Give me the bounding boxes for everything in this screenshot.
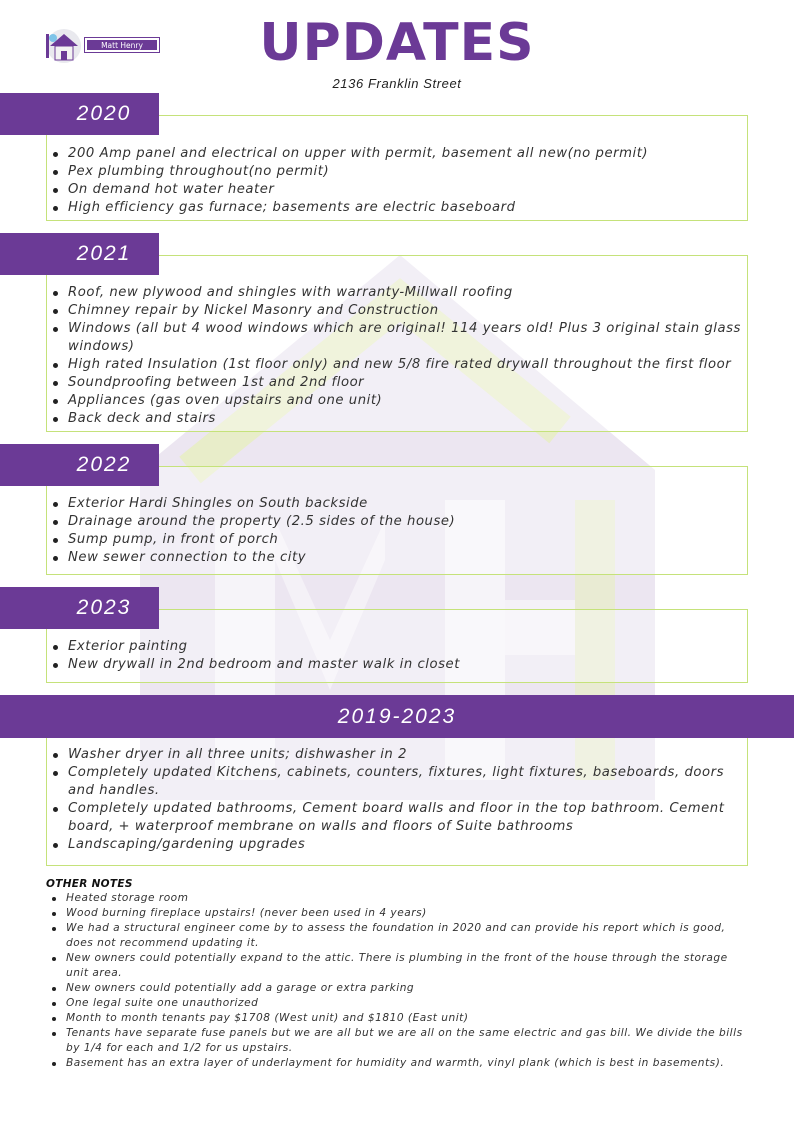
list-item: Washer dryer in all three units; dishwasher in 2 bbox=[68, 746, 747, 764]
list-item: Appliances (gas oven upstairs and one unit) bbox=[68, 392, 747, 410]
list-item: New sewer connection to the city bbox=[68, 549, 747, 567]
section-2021 bbox=[0, 233, 794, 433]
list-item: One legal suite one unauthorized bbox=[66, 996, 746, 1011]
year-heading bbox=[0, 233, 159, 275]
list-item: Tenants have separate fuse panels but we are all but we are all on the same electric and gas bill. We divide the bills by 1/4 for each and 1/2 for us upstairs. bbox=[66, 1026, 746, 1056]
year-heading bbox=[0, 444, 159, 486]
list-item: Exterior Hardi Shingles on South backside bbox=[68, 495, 747, 513]
section-2022 bbox=[0, 444, 794, 576]
update-list bbox=[47, 284, 747, 428]
list-item: Roof, new plywood and shingles with warranty-Millwall roofing bbox=[68, 284, 747, 302]
list-item: Exterior painting bbox=[68, 638, 747, 656]
list-item: Month to month tenants pay $1708 (West unit) and $1810 (East unit) bbox=[66, 1011, 746, 1026]
list-item: Landscaping/gardening upgrades bbox=[68, 836, 747, 854]
page-title: UPDATES bbox=[259, 13, 535, 73]
list-item: New owners could potentially add a garage or extra parking bbox=[66, 981, 746, 996]
list-item: Completely updated bathrooms, Cement board walls and floor in the top bathroom. Cement board, + waterproof membrane on walls and floors of Suite bathrooms bbox=[68, 800, 747, 836]
list-item: High efficiency gas furnace; basements are electric baseboard bbox=[68, 199, 747, 217]
notes-list bbox=[46, 891, 746, 1071]
list-item: Chimney repair by Nickel Masonry and Construction bbox=[68, 302, 747, 320]
update-list bbox=[47, 495, 747, 567]
list-item: We had a structural engineer come by to assess the foundation in 2020 and can provide his report which is good, does not recommend updating it. bbox=[66, 921, 746, 951]
year-label: 2021 bbox=[76, 242, 132, 265]
list-item: Sump pump, in front of porch bbox=[68, 531, 747, 549]
year-heading bbox=[0, 587, 159, 629]
list-item: Pex plumbing throughout(no permit) bbox=[68, 163, 747, 181]
year-label: 2022 bbox=[76, 453, 132, 476]
list-item: 200 Amp panel and electrical on upper with permit, basement all new(no permit) bbox=[68, 145, 747, 163]
section-2023 bbox=[0, 587, 794, 685]
list-item: Back deck and stairs bbox=[68, 410, 747, 428]
section-box bbox=[46, 255, 748, 432]
other-notes-title: OTHER NOTES bbox=[46, 878, 133, 890]
list-item: High rated Insulation (1st floor only) and new 5/8 fire rated drywall throughout the first floor bbox=[68, 356, 747, 374]
logo-text: Matt Henry bbox=[87, 40, 157, 50]
section-2019-2023 bbox=[0, 695, 794, 868]
list-item: Heated storage room bbox=[66, 891, 746, 906]
other-notes bbox=[46, 878, 746, 1071]
list-item: Wood burning fireplace upstairs! (never been used in 4 years) bbox=[66, 906, 746, 921]
list-item: Basement has an extra layer of underlayment for humidity and warmth, vinyl plank (which is best in basements). bbox=[66, 1056, 746, 1071]
list-item: New owners could potentially expand to the attic. There is plumbing in the front of the house through the storage unit area. bbox=[66, 951, 746, 981]
list-item: Windows (all but 4 wood windows which are original! 114 years old! Plus 3 original stain glass windows) bbox=[68, 320, 747, 356]
year-label: 2020 bbox=[76, 102, 132, 125]
update-list bbox=[47, 638, 747, 674]
section-2020 bbox=[0, 93, 794, 223]
section-box bbox=[46, 725, 748, 866]
year-heading bbox=[0, 93, 159, 135]
list-item: Drainage around the property (2.5 sides of the house) bbox=[68, 513, 747, 531]
year-label: 2023 bbox=[76, 596, 132, 619]
list-item: Completely updated Kitchens, cabinets, counters, fixtures, light fixtures, baseboards, doors and handles. bbox=[68, 764, 747, 800]
update-list bbox=[47, 145, 747, 217]
list-item: New drywall in 2nd bedroom and master walk in closet bbox=[68, 656, 747, 674]
list-item: On demand hot water heater bbox=[68, 181, 747, 199]
year-range-heading: 2019-2023 bbox=[0, 695, 794, 738]
update-list bbox=[47, 746, 747, 854]
property-address: 2136 Franklin Street bbox=[332, 76, 462, 91]
list-item: Soundproofing between 1st and 2nd floor bbox=[68, 374, 747, 392]
